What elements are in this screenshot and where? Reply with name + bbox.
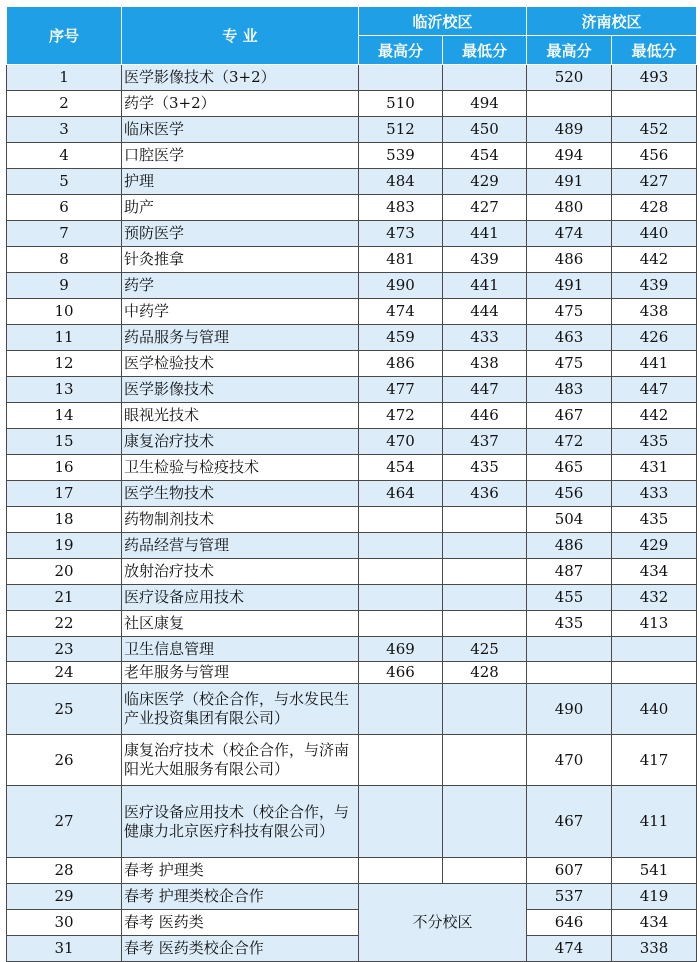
linyi-min-score: 425: [443, 637, 527, 662]
jinan-max-score: 475: [527, 351, 612, 377]
jinan-max-score: 486: [527, 533, 612, 559]
linyi-max-score: 539: [359, 143, 443, 169]
linyi-max-score: 512: [359, 117, 443, 143]
jinan-min-score: 413: [612, 611, 697, 637]
linyi-min-score: [443, 684, 527, 735]
linyi-min-score: 441: [443, 221, 527, 247]
row-number: 8: [7, 247, 122, 273]
linyi-min-score: 436: [443, 481, 527, 507]
linyi-min-score: 439: [443, 247, 527, 273]
row-number: 22: [7, 611, 122, 637]
table-row: [7, 662, 697, 684]
row-number: 2: [7, 91, 122, 117]
table-row: [7, 169, 697, 195]
linyi-max-score: [359, 585, 443, 611]
row-number: 1: [7, 65, 122, 91]
major-name: 春考 医药类: [122, 910, 359, 936]
linyi-max-score: 459: [359, 325, 443, 351]
jinan-max-score: 504: [527, 507, 612, 533]
table-row: [7, 735, 697, 786]
table-row: [7, 858, 697, 884]
linyi-max-score: [359, 735, 443, 786]
jinan-max-score: [527, 91, 612, 117]
row-number: 9: [7, 273, 122, 299]
jinan-min-score: 442: [612, 403, 697, 429]
table-header: [7, 7, 697, 65]
jinan-min-score: 439: [612, 273, 697, 299]
linyi-max-score: [359, 559, 443, 585]
jinan-min-score: 442: [612, 247, 697, 273]
header-linyi-max: 最高分: [359, 36, 443, 65]
table-row: [7, 299, 697, 325]
linyi-min-score: [443, 507, 527, 533]
table-row: [7, 585, 697, 611]
major-name: 卫生检验与检疫技术: [122, 455, 359, 481]
score-table-container: [6, 6, 696, 962]
jinan-max-score: 455: [527, 585, 612, 611]
row-number: 17: [7, 481, 122, 507]
linyi-min-score: [443, 559, 527, 585]
jinan-min-score: 429: [612, 533, 697, 559]
linyi-min-score: 427: [443, 195, 527, 221]
linyi-max-score: 470: [359, 429, 443, 455]
jinan-max-score: 537: [527, 884, 612, 910]
row-number: 23: [7, 637, 122, 662]
jinan-min-score: 434: [612, 559, 697, 585]
major-name: 社区康复: [122, 611, 359, 637]
linyi-max-score: 454: [359, 455, 443, 481]
table-row: [7, 455, 697, 481]
row-number: 26: [7, 735, 122, 786]
linyi-max-score: 466: [359, 662, 443, 684]
table-row: [7, 351, 697, 377]
linyi-max-score: 464: [359, 481, 443, 507]
header-jinan-min: 最低分: [612, 36, 697, 65]
jinan-max-score: 494: [527, 143, 612, 169]
major-name: 中药学: [122, 299, 359, 325]
jinan-min-score: 338: [612, 936, 697, 962]
major-name: 春考 护理类: [122, 858, 359, 884]
jinan-max-score: 490: [527, 684, 612, 735]
linyi-max-score: 484: [359, 169, 443, 195]
linyi-min-score: 447: [443, 377, 527, 403]
major-name: 春考 医药类校企合作: [122, 936, 359, 962]
major-name: 眼视光技术: [122, 403, 359, 429]
linyi-max-score: 483: [359, 195, 443, 221]
row-number: 4: [7, 143, 122, 169]
linyi-max-score: 486: [359, 351, 443, 377]
admission-score-table: [6, 6, 697, 962]
linyi-max-score: [359, 533, 443, 559]
jinan-min-score: [612, 637, 697, 662]
table-row: [7, 273, 697, 299]
table-row: [7, 637, 697, 662]
jinan-max-score: 463: [527, 325, 612, 351]
major-name: 康复治疗技术: [122, 429, 359, 455]
jinan-min-score: 432: [612, 585, 697, 611]
linyi-min-score: 435: [443, 455, 527, 481]
major-name: 临床医学（校企合作，与水发民生产业投资集团有限公司）: [122, 684, 359, 735]
row-number: 25: [7, 684, 122, 735]
linyi-min-score: [443, 786, 527, 858]
row-number: 15: [7, 429, 122, 455]
jinan-min-score: 440: [612, 221, 697, 247]
linyi-min-score: 454: [443, 143, 527, 169]
jinan-min-score: 417: [612, 735, 697, 786]
jinan-max-score: [527, 662, 612, 684]
major-name: 老年服务与管理: [122, 662, 359, 684]
major-name: 药学: [122, 273, 359, 299]
major-name: 药品经营与管理: [122, 533, 359, 559]
header-linyi-min: 最低分: [443, 36, 527, 65]
linyi-max-score: [359, 611, 443, 637]
linyi-max-score: [359, 65, 443, 91]
table-row: [7, 91, 697, 117]
table-row: [7, 884, 697, 910]
major-name: 药学（3+2）: [122, 91, 359, 117]
row-number: 21: [7, 585, 122, 611]
jinan-max-score: 475: [527, 299, 612, 325]
linyi-max-score: 472: [359, 403, 443, 429]
table-row: [7, 195, 697, 221]
table-row: [7, 533, 697, 559]
row-number: 20: [7, 559, 122, 585]
linyi-max-score: 474: [359, 299, 443, 325]
jinan-min-score: [612, 91, 697, 117]
major-name: 药品服务与管理: [122, 325, 359, 351]
jinan-max-score: 646: [527, 910, 612, 936]
major-name: 口腔医学: [122, 143, 359, 169]
jinan-min-score: 426: [612, 325, 697, 351]
table-row: [7, 143, 697, 169]
major-name: 医学影像技术: [122, 377, 359, 403]
table-row: [7, 377, 697, 403]
jinan-max-score: 491: [527, 169, 612, 195]
linyi-min-score: [443, 858, 527, 884]
linyi-min-score: 429: [443, 169, 527, 195]
table-body: [7, 65, 697, 962]
header-jinan-max: 最高分: [527, 36, 612, 65]
linyi-min-score: 428: [443, 662, 527, 684]
linyi-max-score: 481: [359, 247, 443, 273]
row-number: 29: [7, 884, 122, 910]
major-name: 医学影像技术（3+2）: [122, 65, 359, 91]
major-name: 针灸推拿: [122, 247, 359, 273]
major-name: 医疗设备应用技术（校企合作，与健康力北京医疗科技有限公司）: [122, 786, 359, 858]
table-row: [7, 65, 697, 91]
table-row: [7, 936, 697, 962]
table-row: [7, 611, 697, 637]
jinan-min-score: 435: [612, 507, 697, 533]
table-row: [7, 403, 697, 429]
jinan-max-score: 472: [527, 429, 612, 455]
header-jinan-campus: 济南校区: [527, 7, 697, 36]
jinan-max-score: 483: [527, 377, 612, 403]
jinan-min-score: [612, 662, 697, 684]
row-number: 24: [7, 662, 122, 684]
jinan-max-score: 435: [527, 611, 612, 637]
jinan-max-score: 474: [527, 221, 612, 247]
row-number: 28: [7, 858, 122, 884]
row-number: 12: [7, 351, 122, 377]
jinan-min-score: 440: [612, 684, 697, 735]
jinan-min-score: 433: [612, 481, 697, 507]
linyi-min-score: 450: [443, 117, 527, 143]
jinan-min-score: 438: [612, 299, 697, 325]
jinan-max-score: 465: [527, 455, 612, 481]
row-number: 3: [7, 117, 122, 143]
jinan-max-score: 467: [527, 786, 612, 858]
linyi-min-score: 437: [443, 429, 527, 455]
major-name: 药物制剂技术: [122, 507, 359, 533]
linyi-min-score: 444: [443, 299, 527, 325]
major-name: 医学检验技术: [122, 351, 359, 377]
major-name: 卫生信息管理: [122, 637, 359, 662]
jinan-min-score: 493: [612, 65, 697, 91]
major-name: 预防医学: [122, 221, 359, 247]
table-row: [7, 221, 697, 247]
jinan-min-score: 541: [612, 858, 697, 884]
linyi-max-score: 473: [359, 221, 443, 247]
major-name: 春考 护理类校企合作: [122, 884, 359, 910]
jinan-min-score: 428: [612, 195, 697, 221]
linyi-min-score: 446: [443, 403, 527, 429]
row-number: 16: [7, 455, 122, 481]
table-row: [7, 429, 697, 455]
linyi-max-score: 490: [359, 273, 443, 299]
jinan-max-score: 470: [527, 735, 612, 786]
jinan-min-score: 456: [612, 143, 697, 169]
linyi-max-score: [359, 507, 443, 533]
jinan-max-score: 456: [527, 481, 612, 507]
linyi-max-score: [359, 684, 443, 735]
linyi-min-score: 494: [443, 91, 527, 117]
table-row: [7, 325, 697, 351]
major-name: 护理: [122, 169, 359, 195]
major-name: 助产: [122, 195, 359, 221]
linyi-min-score: [443, 585, 527, 611]
linyi-min-score: 433: [443, 325, 527, 351]
header-linyi-campus: 临沂校区: [359, 7, 527, 36]
jinan-min-score: 441: [612, 351, 697, 377]
row-number: 13: [7, 377, 122, 403]
row-number: 7: [7, 221, 122, 247]
row-number: 19: [7, 533, 122, 559]
jinan-min-score: 434: [612, 910, 697, 936]
major-name: 放射治疗技术: [122, 559, 359, 585]
jinan-min-score: 447: [612, 377, 697, 403]
jinan-min-score: 411: [612, 786, 697, 858]
linyi-min-score: [443, 735, 527, 786]
jinan-max-score: 491: [527, 273, 612, 299]
major-name: 临床医学: [122, 117, 359, 143]
jinan-max-score: 489: [527, 117, 612, 143]
major-name: 医学生物技术: [122, 481, 359, 507]
linyi-min-score: [443, 533, 527, 559]
row-number: 14: [7, 403, 122, 429]
jinan-max-score: 487: [527, 559, 612, 585]
no-split-campus-cell: 不分校区: [359, 884, 527, 962]
jinan-max-score: 486: [527, 247, 612, 273]
major-name: 康复治疗技术（校企合作，与济南阳光大姐服务有限公司）: [122, 735, 359, 786]
table-row: [7, 786, 697, 858]
linyi-min-score: 438: [443, 351, 527, 377]
jinan-max-score: 607: [527, 858, 612, 884]
linyi-max-score: 477: [359, 377, 443, 403]
jinan-max-score: 467: [527, 403, 612, 429]
jinan-max-score: 480: [527, 195, 612, 221]
jinan-min-score: 427: [612, 169, 697, 195]
table-row: [7, 481, 697, 507]
header-major: 专 业: [122, 7, 359, 65]
table-row: [7, 117, 697, 143]
row-number: 27: [7, 786, 122, 858]
linyi-min-score: 441: [443, 273, 527, 299]
jinan-min-score: 431: [612, 455, 697, 481]
table-row: [7, 507, 697, 533]
linyi-max-score: 510: [359, 91, 443, 117]
table-row: [7, 247, 697, 273]
jinan-min-score: 435: [612, 429, 697, 455]
row-number: 18: [7, 507, 122, 533]
linyi-max-score: [359, 858, 443, 884]
row-number: 30: [7, 910, 122, 936]
row-number: 5: [7, 169, 122, 195]
row-number: 10: [7, 299, 122, 325]
header-seq: 序号: [7, 7, 122, 65]
linyi-min-score: [443, 611, 527, 637]
table-row: [7, 559, 697, 585]
jinan-max-score: 520: [527, 65, 612, 91]
table-row: [7, 910, 697, 936]
linyi-min-score: [443, 65, 527, 91]
jinan-max-score: 474: [527, 936, 612, 962]
row-number: 11: [7, 325, 122, 351]
linyi-max-score: 469: [359, 637, 443, 662]
jinan-min-score: 419: [612, 884, 697, 910]
jinan-max-score: [527, 637, 612, 662]
jinan-min-score: 452: [612, 117, 697, 143]
major-name: 医疗设备应用技术: [122, 585, 359, 611]
linyi-max-score: [359, 786, 443, 858]
row-number: 31: [7, 936, 122, 962]
table-row: [7, 684, 697, 735]
row-number: 6: [7, 195, 122, 221]
